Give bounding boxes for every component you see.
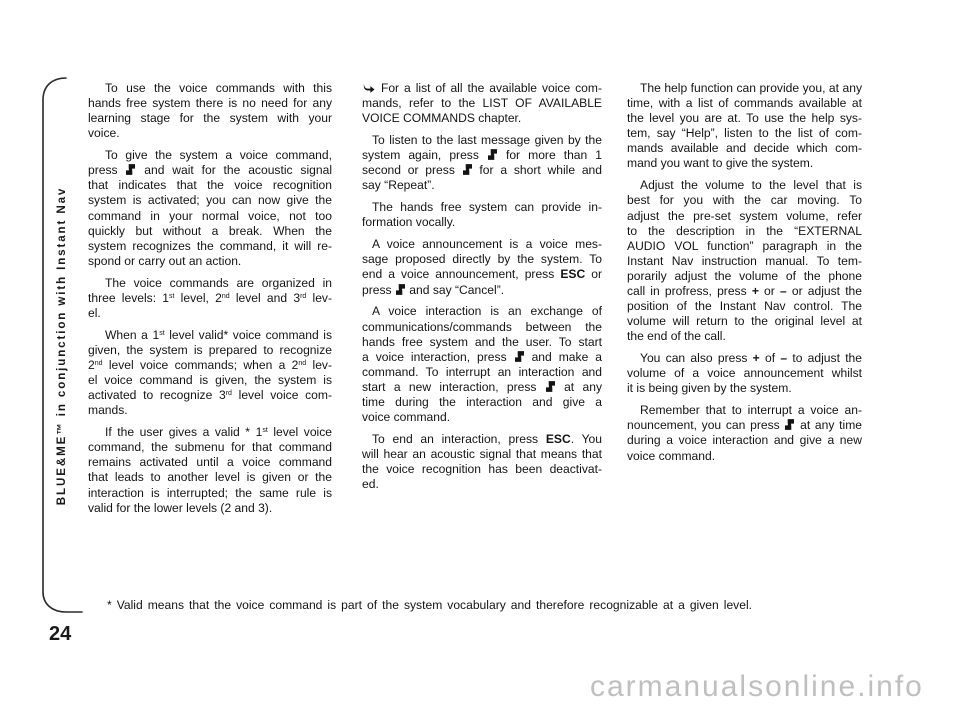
text-run: ed. — [362, 477, 379, 492]
text-run: call in profress, press — [627, 284, 752, 299]
text-run: command, the submenu for that command — [88, 440, 332, 455]
text-line — [627, 254, 862, 269]
ordinal-superscript: st — [169, 292, 175, 300]
text-run: command in your normal voice, not too — [88, 208, 332, 223]
text-run: sage proposed directly by the system. To — [362, 252, 602, 267]
text-run — [627, 418, 862, 432]
text-run: that leads to another level is given or the — [88, 470, 332, 485]
text-line — [362, 267, 602, 282]
key-label: + — [751, 284, 759, 299]
text-run — [88, 358, 332, 372]
text-run: mands available and decide which com- — [627, 141, 862, 156]
text-line — [362, 252, 602, 267]
footnote — [107, 598, 752, 613]
text-line — [627, 299, 862, 314]
text-run: mands, refer to the LIST OF AVAILABLE — [362, 96, 602, 111]
text-line — [88, 403, 332, 418]
text-run: Adjust the volume to the level that is — [640, 178, 862, 193]
text-run: of — [759, 351, 781, 366]
key-label: – — [780, 351, 788, 366]
text-line — [362, 380, 602, 395]
text-run: To listen to the last message given by the — [372, 133, 602, 148]
text-line — [627, 193, 862, 208]
text-line — [362, 283, 602, 298]
text-run: at any time — [795, 418, 862, 433]
text-run: and wait for the acoustic signal — [136, 163, 333, 178]
text-column-2 — [362, 81, 602, 492]
running-title — [54, 186, 70, 506]
text-run — [362, 81, 602, 95]
text-run: nouncement, you can press — [627, 418, 785, 433]
text-run: Remember that to interrupt a voice an- — [640, 403, 862, 418]
voice-command-button-icon — [546, 381, 555, 392]
text-run: The hands free system can provide in- — [372, 200, 602, 215]
text-run: hands free system and the user. To start — [362, 334, 602, 349]
text-run: If the user gives a valid * 1 — [105, 425, 263, 440]
text-run — [362, 380, 602, 394]
text-run: or — [758, 284, 780, 299]
text-line — [362, 410, 602, 425]
text-line — [88, 254, 332, 269]
text-run: time during the interaction and give a — [362, 394, 602, 409]
text-line — [627, 381, 862, 396]
text-line — [627, 314, 862, 329]
text-line — [627, 329, 862, 344]
text-run: voice. — [88, 126, 120, 141]
text-line — [372, 133, 602, 148]
text-run — [88, 388, 332, 402]
text-run: level voice commands; when a 2 — [102, 357, 299, 372]
text-line — [640, 351, 862, 366]
text-run: command. To interrupt an interaction and — [362, 364, 602, 379]
paragraph — [88, 328, 332, 419]
text-run: volume of a voice announcement whilst — [627, 366, 862, 381]
voice-command-button-icon — [488, 149, 497, 160]
text-run: 2 — [88, 357, 95, 372]
text-run: A voice announcement is a voice mes- — [372, 237, 602, 252]
text-run: time, with a list of commands available at — [627, 96, 862, 111]
text-run: system recognizes the command, it will re- — [88, 238, 332, 253]
text-line — [88, 291, 332, 306]
paragraph — [88, 81, 332, 141]
paragraph — [362, 432, 602, 492]
text-run: system is activated; you can now give the — [88, 193, 332, 208]
text-line — [627, 224, 862, 239]
text-line — [627, 433, 862, 448]
text-run: position of the Instant Nav control. The — [627, 299, 862, 314]
text-run: a voice interaction, press — [362, 349, 514, 364]
paragraph — [362, 237, 602, 297]
text-line — [88, 178, 332, 193]
text-run: start a new interaction, press — [362, 379, 545, 394]
text-line — [362, 178, 602, 193]
text-run: that indicates that the voice recognition — [88, 178, 332, 193]
text-run: given, the system is prepared to recognize — [88, 342, 332, 357]
text-run: mands. — [88, 403, 128, 418]
text-run: For a list of all the available voice com- — [376, 81, 602, 95]
text-run: level and 3 — [229, 290, 301, 305]
ordinal-superscript: st — [262, 426, 268, 434]
text-run: A voice interaction is an exchange of — [372, 304, 602, 319]
text-line — [627, 269, 862, 284]
text-line — [88, 239, 332, 254]
footnote-text: * Valid means that the voice command is part of the system vocabulary and therefore recognizable at a given level. — [107, 598, 752, 612]
text-run: When a 1 — [105, 327, 160, 342]
text-run: Instant Nav instruction manual. To tem- — [627, 253, 862, 268]
page-number: 24 — [49, 623, 72, 645]
voice-command-button-icon — [515, 351, 524, 362]
text-line — [362, 111, 602, 126]
text-run: best for you with the car moving. To — [627, 193, 862, 208]
text-run: second or press — [362, 163, 462, 178]
text-line — [88, 111, 332, 126]
text-line — [627, 96, 862, 111]
text-line — [362, 81, 602, 96]
text-line — [88, 343, 332, 358]
paragraph — [88, 276, 332, 321]
text-run: level valid* voice command is — [164, 327, 332, 342]
text-line — [88, 470, 332, 485]
text-run — [372, 432, 602, 446]
text-run: The help function can provide you, at any — [640, 81, 862, 95]
ordinal-superscript: nd — [94, 359, 103, 367]
text-run: To end an interaction, press — [372, 431, 546, 446]
text-run — [362, 283, 504, 297]
text-run: during a voice interaction and give a new — [627, 433, 862, 448]
text-line — [88, 224, 332, 239]
text-line — [88, 96, 332, 111]
text-run: hands free system there is no need for any — [88, 96, 332, 111]
text-run: system again, press — [362, 148, 487, 163]
text-line — [372, 237, 602, 252]
text-run: for more than 1 — [497, 148, 603, 163]
text-run: voice command. — [627, 448, 716, 463]
watermark-text: carmanualsonline.info — [590, 670, 924, 703]
text-line — [627, 156, 862, 171]
voice-command-button-icon — [396, 284, 405, 295]
text-run: remains activated until a voice command — [88, 455, 332, 470]
text-run: at any — [555, 379, 602, 394]
text-run: . You — [570, 431, 602, 446]
paragraph — [362, 304, 602, 425]
text-run: quickly but without a break. When the — [88, 223, 332, 238]
paragraph — [362, 133, 602, 193]
paragraph — [88, 425, 332, 516]
text-line — [627, 111, 862, 126]
text-run: lev- — [306, 357, 332, 372]
voice-command-button-icon — [463, 164, 472, 175]
text-run: learning stage for the system with your — [88, 111, 332, 126]
text-run: or adjust the — [786, 284, 863, 299]
text-line — [640, 178, 862, 193]
text-run: VOICE COMMANDS chapter. — [362, 111, 522, 126]
text-run — [640, 351, 862, 365]
text-run: and say “Cancel”. — [405, 282, 505, 297]
text-run: the voice recognition has been deactivat- — [362, 462, 602, 477]
text-line — [105, 276, 332, 291]
text-line — [362, 148, 602, 163]
text-run — [88, 163, 332, 177]
text-run: press — [88, 163, 126, 178]
ordinal-superscript: rd — [300, 292, 307, 300]
text-run: el voice command is given, the system is — [88, 373, 332, 388]
text-line — [88, 440, 332, 455]
voice-command-button-icon — [126, 164, 135, 175]
text-line — [105, 148, 332, 163]
text-run: You can also press — [640, 351, 753, 366]
text-line — [627, 284, 862, 299]
text-line — [362, 447, 602, 462]
text-line — [372, 200, 602, 215]
text-line — [88, 306, 332, 321]
text-run: lev- — [306, 290, 332, 305]
text-line — [362, 320, 602, 335]
text-line — [627, 418, 862, 433]
text-column-3 — [627, 81, 862, 464]
text-run: volume will return to the original level at — [627, 314, 862, 329]
key-label: – — [779, 284, 787, 299]
text-run: the level you are at. To use the help sys- — [627, 111, 862, 126]
text-line — [640, 81, 862, 96]
text-line — [640, 403, 862, 418]
text-run: adjust the pre-set system volume, refer — [627, 208, 862, 223]
text-run: and make a — [524, 349, 602, 364]
paragraph — [362, 81, 602, 126]
text-line — [362, 477, 602, 492]
text-line — [105, 81, 332, 96]
voice-command-button-icon — [785, 419, 794, 430]
text-line — [88, 193, 332, 208]
text-run — [105, 328, 332, 342]
ordinal-superscript: rd — [225, 389, 232, 397]
paragraph — [627, 81, 862, 172]
text-run — [362, 148, 602, 162]
text-run: The voice commands are organized in — [105, 275, 332, 290]
text-line — [88, 373, 332, 388]
text-line — [627, 239, 862, 254]
text-run: it is being given by the system. — [627, 381, 792, 396]
text-run: interaction is interrupted; the same rule is — [88, 485, 332, 500]
text-run: valid for the lower levels (2 and 3). — [88, 500, 273, 515]
text-run — [627, 284, 862, 298]
text-line — [627, 366, 862, 381]
paragraph — [627, 178, 862, 344]
text-run: level voice com- — [231, 388, 332, 403]
text-line — [88, 209, 332, 224]
text-run: three levels: 1 — [88, 290, 169, 305]
text-line — [372, 432, 602, 447]
text-line — [362, 462, 602, 477]
paragraph — [627, 351, 862, 396]
text-run: level, 2 — [174, 290, 222, 305]
text-line — [362, 163, 602, 178]
text-column-1 — [88, 81, 332, 516]
text-run — [362, 350, 602, 364]
paragraph — [627, 403, 862, 463]
text-run: activated to recognize 3 — [88, 388, 226, 403]
text-line — [88, 486, 332, 501]
running-title-text: BLUE&ME™ in conjunction with Instant Nav — [55, 186, 68, 506]
text-line — [88, 358, 332, 373]
text-line — [627, 209, 862, 224]
text-line — [362, 395, 602, 410]
text-run: To use the voice commands with this — [105, 81, 332, 95]
paragraph — [88, 148, 332, 269]
text-run: the end of the call. — [627, 329, 726, 344]
text-line — [88, 388, 332, 403]
text-run: to adjust the — [787, 351, 862, 366]
key-label: ESC — [545, 431, 571, 446]
text-run: spond or carry out an action. — [88, 253, 242, 268]
key-label: + — [752, 351, 760, 366]
text-line — [362, 215, 602, 230]
text-run: communications/commands between the — [362, 319, 602, 334]
text-line — [88, 455, 332, 470]
text-line — [105, 328, 332, 343]
text-run — [105, 425, 332, 439]
text-run: mand you want to give the system. — [627, 156, 814, 171]
text-line — [105, 425, 332, 440]
text-run: for a short while and — [472, 163, 602, 178]
text-line — [88, 126, 332, 141]
text-line — [627, 449, 862, 464]
ordinal-superscript: nd — [221, 292, 230, 300]
text-run: to the description in the “EXTERNAL — [627, 223, 862, 238]
text-line — [362, 335, 602, 350]
text-run: will hear an acoustic signal that means that — [362, 447, 602, 462]
paragraph — [362, 200, 602, 230]
text-run: porarily adjust the volume of the phone — [627, 268, 862, 283]
text-line — [88, 501, 332, 516]
text-run: end a voice announcement, press — [362, 267, 561, 282]
text-line — [362, 350, 602, 365]
text-run — [362, 163, 602, 177]
text-line — [627, 141, 862, 156]
text-line — [362, 96, 602, 111]
text-run: or — [585, 267, 602, 282]
text-run: To give the system a voice command, — [105, 148, 332, 163]
key-label: ESC — [560, 267, 586, 282]
text-line — [627, 126, 862, 141]
text-run: say “Repeat”. — [362, 178, 435, 193]
text-line — [362, 365, 602, 380]
ordinal-superscript: nd — [298, 359, 307, 367]
watermark — [590, 670, 924, 704]
text-run: level voice — [267, 425, 333, 440]
text-run — [362, 267, 602, 281]
text-run: press — [362, 282, 395, 297]
text-run: AUDIO VOL function” paragraph in the — [627, 238, 862, 253]
curved-arrow-icon — [363, 83, 375, 93]
text-run: el. — [88, 305, 101, 320]
text-line — [372, 304, 602, 319]
text-run: formation vocally. — [362, 215, 456, 230]
ordinal-superscript: st — [159, 329, 165, 337]
text-run — [88, 291, 332, 305]
text-run: tem, say “Help”, listen to the list of com- — [627, 126, 862, 141]
text-run: voice command. — [362, 410, 451, 425]
text-line — [88, 163, 332, 178]
